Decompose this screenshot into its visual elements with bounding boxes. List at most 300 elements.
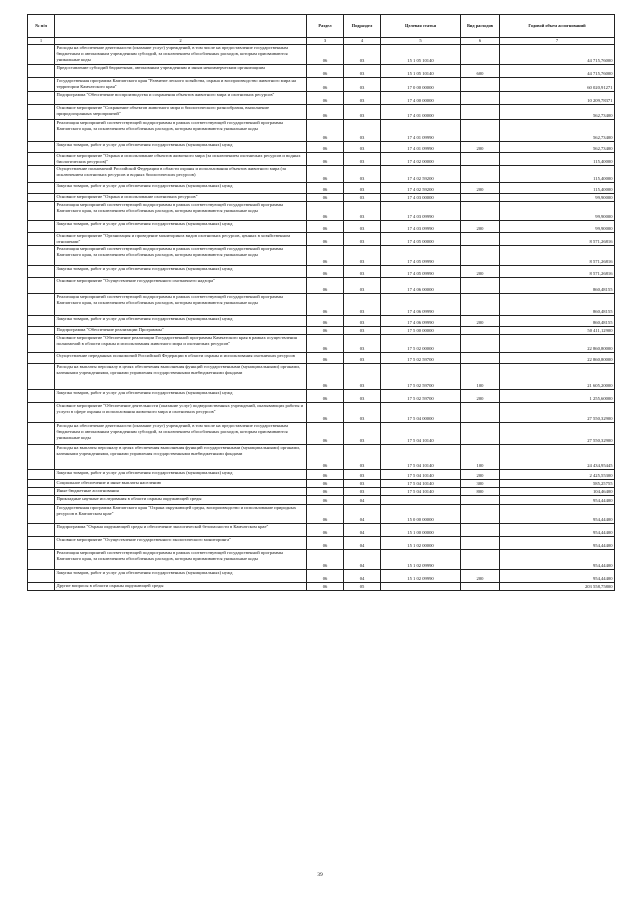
- num-cell: [28, 202, 55, 221]
- item-name: Основное мероприятие "Организация и проведение мониторинга видов охотничьих ресурсов, ценных в хозяйственном отношении": [55, 233, 307, 246]
- num-cell: [28, 120, 55, 142]
- num-cell: [28, 194, 55, 202]
- podrazdel-cell: 03: [344, 233, 381, 246]
- num-cell: [28, 488, 55, 496]
- vr-cell: [461, 423, 500, 445]
- table-row: [28, 202, 615, 221]
- razdel-cell: 06: [307, 183, 344, 194]
- vr-cell: 200: [461, 221, 500, 233]
- amount-cell: 27 550,32900: [500, 423, 615, 445]
- csr-cell: 17 4 02 59200: [381, 183, 461, 194]
- csr-cell: 15 0 00 00000: [381, 505, 461, 524]
- vr-cell: 300: [461, 480, 500, 488]
- csr-cell: 15 1 00 00000: [381, 524, 461, 537]
- amount-cell: 22 860,80000: [500, 353, 615, 364]
- amount-cell: 21 605,20000: [500, 364, 615, 390]
- csr-cell: 17 5 04 10140: [381, 480, 461, 488]
- num-cell: [28, 445, 55, 470]
- razdel-cell: 06: [307, 583, 344, 591]
- vr-cell: [461, 327, 500, 335]
- table-row: [28, 105, 615, 120]
- num-cell: [28, 335, 55, 353]
- razdel-cell: 06: [307, 445, 344, 470]
- amount-cell: 104,46400: [500, 488, 615, 496]
- razdel-cell: 06: [307, 570, 344, 583]
- podrazdel-cell: 03: [344, 120, 381, 142]
- num-cell: [28, 505, 55, 524]
- amount-cell: 24 434,95445: [500, 445, 615, 470]
- vr-cell: 200: [461, 390, 500, 403]
- index-cell: 3: [307, 38, 344, 45]
- table-row: [28, 550, 615, 570]
- item-name: Основное мероприятие "Обеспечение реализации Государственной программы Камчатского края в рамках осуществления полномочий в области охраны и использования животного мира и охотничьих ресурсов": [55, 335, 307, 353]
- num-cell: [28, 583, 55, 591]
- num-cell: [28, 45, 55, 65]
- razdel-cell: 06: [307, 524, 344, 537]
- csr-cell: 17 5 04 10140: [381, 445, 461, 470]
- podrazdel-cell: 05: [344, 583, 381, 591]
- podrazdel-cell: 03: [344, 166, 381, 183]
- vr-cell: [461, 78, 500, 92]
- podrazdel-cell: 03: [344, 266, 381, 278]
- index-cell: 5: [381, 38, 461, 45]
- item-name: Основное мероприятие "Охрана и использование объектов животного мира (за исключением охотничьих ресурсов и водных биологических ресурсов)": [55, 153, 307, 166]
- podrazdel-cell: 03: [344, 278, 381, 294]
- amount-cell: 585,25755: [500, 480, 615, 488]
- amount-cell: 99,90000: [500, 194, 615, 202]
- podrazdel-cell: 04: [344, 524, 381, 537]
- num-cell: [28, 65, 55, 78]
- vr-cell: [461, 294, 500, 316]
- num-cell: [28, 327, 55, 335]
- num-cell: [28, 403, 55, 423]
- csr-cell: 17 4 03 09990: [381, 221, 461, 233]
- table-row: [28, 316, 615, 327]
- table-row: [28, 65, 615, 78]
- num-cell: [28, 496, 55, 505]
- page-number: 39: [317, 872, 323, 878]
- amount-cell: 44 715,76000: [500, 45, 615, 65]
- num-cell: [28, 221, 55, 233]
- table-row: [28, 327, 615, 335]
- table-row: [28, 496, 615, 505]
- item-name: Расходы на выплаты персоналу в целях обеспечения выполнения функций государственными (муниципальными) органами, казенными учреждениями, органами управления государственными внебюджетными фондами: [55, 364, 307, 390]
- num-cell: [28, 233, 55, 246]
- num-cell: [28, 105, 55, 120]
- podrazdel-cell: 03: [344, 65, 381, 78]
- amount-cell: 954,44400: [500, 550, 615, 570]
- item-name: Государственная программа Камчатского края "Охрана окружающей среды, воспроизводство и использование природных ресурсов в Камчатском крае": [55, 505, 307, 524]
- num-cell: [28, 364, 55, 390]
- razdel-cell: 06: [307, 142, 344, 153]
- table-row: [28, 480, 615, 488]
- table-row: [28, 524, 615, 537]
- podrazdel-cell: 03: [344, 202, 381, 221]
- podrazdel-cell: 04: [344, 550, 381, 570]
- razdel-cell: 06: [307, 92, 344, 105]
- amount-cell: 562,73400: [500, 142, 615, 153]
- item-name: Расходы на обеспечение деятельности (оказание услуг) учреждений, в том числе на предоставление государственным бюджетным и автономным учреждениям субсидий, за исключением обособленных расходов, которым присваиваются уникальные коды: [55, 423, 307, 445]
- podrazdel-cell: 03: [344, 45, 381, 65]
- csr-cell: 17 4 01 09990: [381, 120, 461, 142]
- vr-cell: [461, 524, 500, 537]
- table-row: [28, 142, 615, 153]
- item-name: Реализация мероприятий соответствующей подпрограммы в рамках соответствующей государственной программы Камчатского края, за исключением обособленных расходов, которым присваиваются уникальные коды: [55, 294, 307, 316]
- podrazdel-cell: 03: [344, 403, 381, 423]
- razdel-cell: 06: [307, 194, 344, 202]
- csr-cell: 15 1 02 09990: [381, 550, 461, 570]
- podrazdel-cell: 03: [344, 353, 381, 364]
- table-row: [28, 390, 615, 403]
- num-cell: [28, 353, 55, 364]
- csr-cell: 17 4 01 00000: [381, 105, 461, 120]
- amount-cell: 562,73400: [500, 105, 615, 120]
- razdel-cell: 06: [307, 278, 344, 294]
- vr-cell: 200: [461, 183, 500, 194]
- razdel-cell: 06: [307, 364, 344, 390]
- vr-cell: 200: [461, 570, 500, 583]
- amount-cell: 99,90000: [500, 221, 615, 233]
- csr-cell: 17 4 03 00000: [381, 194, 461, 202]
- razdel-cell: 06: [307, 266, 344, 278]
- csr-cell: 17 5 02 59700: [381, 390, 461, 403]
- amount-cell: 50 411,12900: [500, 327, 615, 335]
- vr-cell: [461, 194, 500, 202]
- vr-cell: [461, 105, 500, 120]
- podrazdel-cell: 03: [344, 183, 381, 194]
- table-row: [28, 166, 615, 183]
- num-cell: [28, 266, 55, 278]
- razdel-cell: 06: [307, 166, 344, 183]
- razdel-cell: 06: [307, 233, 344, 246]
- csr-cell: 17 4 02 59200: [381, 166, 461, 183]
- num-cell: [28, 142, 55, 153]
- csr-cell: 17 5 04 10140: [381, 423, 461, 445]
- item-name: Предоставление субсидий бюджетным, автономным учреждениям и иным некоммерческим организациям: [55, 65, 307, 78]
- csr-cell: [381, 496, 461, 505]
- podrazdel-cell: 04: [344, 537, 381, 550]
- razdel-cell: 06: [307, 488, 344, 496]
- header-vr: Вид расходов: [461, 15, 500, 38]
- table-row: [28, 153, 615, 166]
- item-name: Основное мероприятие "Сохранение объектов животного мира и биологического разнообразия, выполнение природоохранных мероприятий": [55, 105, 307, 120]
- item-name: Осуществление переданных полномочий Российской Федерации в области охраны и использования охотничьих ресурсов: [55, 353, 307, 364]
- index-cell: 1: [28, 38, 55, 45]
- table-row: [28, 470, 615, 480]
- header-podrazdel: Подраздел: [344, 15, 381, 38]
- item-name: Основное мероприятие "Обеспечение деятельности (оказание услуг) подведомственных учреждений, оказывающих работы и услуги в сфере охраны и использования животного мира и охотничьих ресурсов": [55, 403, 307, 423]
- razdel-cell: 06: [307, 65, 344, 78]
- csr-cell: 17 5 02 59700: [381, 353, 461, 364]
- amount-cell: 99,90000: [500, 202, 615, 221]
- num-cell: [28, 524, 55, 537]
- amount-cell: 8 571,26816: [500, 266, 615, 278]
- table-row: [28, 445, 615, 470]
- item-name: Государственная программа Камчатского края "Развитие лесного хозяйства, охрана и воспроизводство животного мира на территории Камчатского края": [55, 78, 307, 92]
- csr-cell: 17 0 00 00000: [381, 78, 461, 92]
- amount-cell: 860,48155: [500, 294, 615, 316]
- vr-cell: [461, 537, 500, 550]
- amount-cell: 115,40000: [500, 153, 615, 166]
- amount-cell: 954,44400: [500, 524, 615, 537]
- index-cell: 6: [461, 38, 500, 45]
- razdel-cell: 06: [307, 153, 344, 166]
- budget-table: [27, 14, 615, 591]
- vr-cell: [461, 550, 500, 570]
- table-row: [28, 266, 615, 278]
- amount-cell: 954,44400: [500, 496, 615, 505]
- header-amount: Годовой объем ассигнований: [500, 15, 615, 38]
- item-name: Основное мероприятие "Осуществление государственного охотничьего надзора": [55, 278, 307, 294]
- podrazdel-cell: 03: [344, 316, 381, 327]
- razdel-cell: 06: [307, 294, 344, 316]
- item-name: Реализация мероприятий соответствующей подпрограммы в рамках соответствующей государственной программы Камчатского края, за исключением обособленных расходов, которым присваиваются уникальные коды: [55, 120, 307, 142]
- podrazdel-cell: 04: [344, 496, 381, 505]
- item-name: Расходы на выплаты персоналу в целях обеспечения выполнения функций государственными (муниципальными) органами, казенными учреждениями, органами управления государственными внебюджетными фондами: [55, 445, 307, 470]
- item-name: Другие вопросы в области охраны окружающей среды: [55, 583, 307, 591]
- vr-cell: 200: [461, 470, 500, 480]
- csr-cell: 15 1 02 00000: [381, 537, 461, 550]
- item-name: Закупка товаров, работ и услуг для обеспечения государственных (муниципальных) нужд: [55, 266, 307, 278]
- vr-cell: [461, 153, 500, 166]
- amount-cell: 44 715,76000: [500, 65, 615, 78]
- index-cell: 7: [500, 38, 615, 45]
- vr-cell: [461, 45, 500, 65]
- table-row: [28, 233, 615, 246]
- vr-cell: 100: [461, 364, 500, 390]
- csr-cell: 17 4 06 09990: [381, 294, 461, 316]
- vr-cell: [461, 583, 500, 591]
- csr-cell: [381, 583, 461, 591]
- num-cell: [28, 423, 55, 445]
- vr-cell: [461, 496, 500, 505]
- num-cell: [28, 78, 55, 92]
- item-name: Основное мероприятие "Осуществление государственного экологического мониторинга": [55, 537, 307, 550]
- amount-cell: 954,44400: [500, 505, 615, 524]
- num-cell: [28, 316, 55, 327]
- razdel-cell: 06: [307, 390, 344, 403]
- amount-cell: 22 860,80000: [500, 335, 615, 353]
- podrazdel-cell: 03: [344, 142, 381, 153]
- podrazdel-cell: 03: [344, 364, 381, 390]
- csr-cell: 17 5 04 10140: [381, 488, 461, 496]
- table-row: [28, 278, 615, 294]
- vr-cell: [461, 353, 500, 364]
- amount-cell: 10 209,78371: [500, 92, 615, 105]
- table-row: [28, 537, 615, 550]
- num-cell: [28, 390, 55, 403]
- razdel-cell: 06: [307, 335, 344, 353]
- razdel-cell: 06: [307, 470, 344, 480]
- csr-cell: 17 5 04 10140: [381, 470, 461, 480]
- podrazdel-cell: 03: [344, 423, 381, 445]
- razdel-cell: 06: [307, 505, 344, 524]
- num-cell: [28, 166, 55, 183]
- podrazdel-cell: 03: [344, 194, 381, 202]
- csr-cell: 15 1 05 10140: [381, 65, 461, 78]
- table-row: [28, 221, 615, 233]
- podrazdel-cell: 04: [344, 570, 381, 583]
- table-row: [28, 92, 615, 105]
- razdel-cell: 06: [307, 423, 344, 445]
- razdel-cell: 06: [307, 221, 344, 233]
- vr-cell: [461, 505, 500, 524]
- table-row: [28, 423, 615, 445]
- amount-cell: 8 571,26816: [500, 246, 615, 266]
- item-name: Подпрограмма "Охрана окружающей среды и обеспечение экологической безопасности в Камчатском крае": [55, 524, 307, 537]
- csr-cell: 17 4 05 09990: [381, 246, 461, 266]
- razdel-cell: 06: [307, 45, 344, 65]
- num-cell: [28, 246, 55, 266]
- vr-cell: [461, 202, 500, 221]
- csr-cell: 17 4 05 09990: [381, 266, 461, 278]
- razdel-cell: 06: [307, 78, 344, 92]
- table-row: [28, 78, 615, 92]
- podrazdel-cell: 04: [344, 505, 381, 524]
- vr-cell: 200: [461, 266, 500, 278]
- podrazdel-cell: 03: [344, 153, 381, 166]
- item-name: Реализация мероприятий соответствующей подпрограммы в рамках соответствующей государственной программы Камчатского края, за исключением обособленных расходов, которым присваиваются уникальные коды: [55, 550, 307, 570]
- podrazdel-cell: 03: [344, 221, 381, 233]
- index-cell: 2: [55, 38, 307, 45]
- num-cell: [28, 570, 55, 583]
- podrazdel-cell: 03: [344, 105, 381, 120]
- podrazdel-cell: 03: [344, 246, 381, 266]
- header-csr: Целевая статья: [381, 15, 461, 38]
- vr-cell: [461, 335, 500, 353]
- num-cell: [28, 294, 55, 316]
- item-name: Социальное обеспечение и иные выплаты населению: [55, 480, 307, 488]
- razdel-cell: 06: [307, 496, 344, 505]
- podrazdel-cell: 03: [344, 327, 381, 335]
- razdel-cell: 06: [307, 105, 344, 120]
- table-row: [28, 488, 615, 496]
- vr-cell: 800: [461, 488, 500, 496]
- razdel-cell: 06: [307, 327, 344, 335]
- csr-cell: 17 5 02 00000: [381, 335, 461, 353]
- table-row: [28, 364, 615, 390]
- table-row: [28, 183, 615, 194]
- csr-cell: 17 4 00 00000: [381, 92, 461, 105]
- podrazdel-cell: 03: [344, 445, 381, 470]
- num-cell: [28, 183, 55, 194]
- razdel-cell: 06: [307, 403, 344, 423]
- csr-cell: 17 4 06 00000: [381, 278, 461, 294]
- podrazdel-cell: 03: [344, 480, 381, 488]
- table-row: [28, 353, 615, 364]
- table-row: [28, 45, 615, 65]
- table-row: [28, 583, 615, 591]
- razdel-cell: 06: [307, 202, 344, 221]
- vr-cell: [461, 246, 500, 266]
- vr-cell: [461, 278, 500, 294]
- podrazdel-cell: 03: [344, 335, 381, 353]
- razdel-cell: 06: [307, 316, 344, 327]
- vr-cell: [461, 92, 500, 105]
- num-cell: [28, 92, 55, 105]
- vr-cell: [461, 166, 500, 183]
- table-row: [28, 246, 615, 266]
- num-cell: [28, 537, 55, 550]
- podrazdel-cell: 03: [344, 294, 381, 316]
- vr-cell: 200: [461, 142, 500, 153]
- item-name: Закупка товаров, работ и услуг для обеспечения государственных (муниципальных) нужд: [55, 570, 307, 583]
- vr-cell: 100: [461, 445, 500, 470]
- item-name: Реализация мероприятий соответствующей подпрограммы в рамках соответствующей государственной программы Камчатского края, за исключением обособленных расходов, которым присваиваются уникальные коды: [55, 246, 307, 266]
- amount-cell: 27 550,32900: [500, 403, 615, 423]
- num-cell: [28, 153, 55, 166]
- vr-cell: [461, 403, 500, 423]
- razdel-cell: 06: [307, 480, 344, 488]
- item-name: Подпрограмма "Обеспечение воспроизводства и сохранения объектов животного мира и охотничьих ресурсов": [55, 92, 307, 105]
- csr-cell: 17 5 00 00000: [381, 327, 461, 335]
- item-name: Иные бюджетные ассигнования: [55, 488, 307, 496]
- razdel-cell: 06: [307, 353, 344, 364]
- amount-cell: 2 425,55300: [500, 470, 615, 480]
- amount-cell: 8 571,26816: [500, 233, 615, 246]
- table-row: [28, 120, 615, 142]
- vr-cell: 200: [461, 316, 500, 327]
- item-name: Прикладные научные исследования в области охраны окружающей среды: [55, 496, 307, 505]
- item-name: Закупка товаров, работ и услуг для обеспечения государственных (муниципальных) нужд: [55, 390, 307, 403]
- csr-cell: 17 5 02 59700: [381, 364, 461, 390]
- razdel-cell: 06: [307, 537, 344, 550]
- csr-cell: 15 1 02 09990: [381, 570, 461, 583]
- item-name: Расходы на обеспечение деятельности (оказание услуг) учреждений, в том числе на предоставление государственным бюджетным и автономным учреждениям субсидий, за исключением обособленных расходов, которым присваиваются уникальные коды: [55, 45, 307, 65]
- num-cell: [28, 480, 55, 488]
- header-row: [28, 15, 615, 38]
- header-num: № п/п: [28, 15, 55, 38]
- csr-cell: 15 1 05 10140: [381, 45, 461, 65]
- podrazdel-cell: 03: [344, 92, 381, 105]
- item-name: Подпрограмма "Обеспечение реализации Программы": [55, 327, 307, 335]
- header-razdel: Раздел: [307, 15, 344, 38]
- csr-cell: 17 5 04 00000: [381, 403, 461, 423]
- podrazdel-cell: 03: [344, 78, 381, 92]
- razdel-cell: 06: [307, 246, 344, 266]
- amount-cell: 954,44400: [500, 570, 615, 583]
- amount-cell: 60 020,91271: [500, 78, 615, 92]
- csr-cell: 17 4 06 09990: [381, 316, 461, 327]
- item-name: Основное мероприятие "Охрана и использование охотничьих ресурсов": [55, 194, 307, 202]
- table-row: [28, 505, 615, 524]
- amount-cell: 1 255,60000: [500, 390, 615, 403]
- podrazdel-cell: 03: [344, 470, 381, 480]
- vr-cell: [461, 120, 500, 142]
- num-cell: [28, 278, 55, 294]
- csr-cell: 17 4 03 09990: [381, 202, 461, 221]
- item-name: Закупка товаров, работ и услуг для обеспечения государственных (муниципальных) нужд: [55, 316, 307, 327]
- item-name: Реализация мероприятий соответствующей подпрограммы в рамках соответствующей государственной программы Камчатского края, за исключением обособленных расходов, которым присваиваются уникальные коды: [55, 202, 307, 221]
- vr-cell: 600: [461, 65, 500, 78]
- num-cell: [28, 470, 55, 480]
- table-row: [28, 403, 615, 423]
- razdel-cell: 06: [307, 120, 344, 142]
- item-name: Закупка товаров, работ и услуг для обеспечения государственных (муниципальных) нужд: [55, 221, 307, 233]
- column-index-row: [28, 38, 615, 45]
- vr-cell: [461, 233, 500, 246]
- csr-cell: 17 4 05 00000: [381, 233, 461, 246]
- amount-cell: 860,48155: [500, 278, 615, 294]
- amount-cell: 115,40000: [500, 166, 615, 183]
- table-row: [28, 335, 615, 353]
- amount-cell: 954,44400: [500, 537, 615, 550]
- header-name: [55, 15, 307, 38]
- amount-cell: 115,40000: [500, 183, 615, 194]
- amount-cell: 860,48155: [500, 316, 615, 327]
- razdel-cell: 06: [307, 550, 344, 570]
- csr-cell: 17 4 02 00000: [381, 153, 461, 166]
